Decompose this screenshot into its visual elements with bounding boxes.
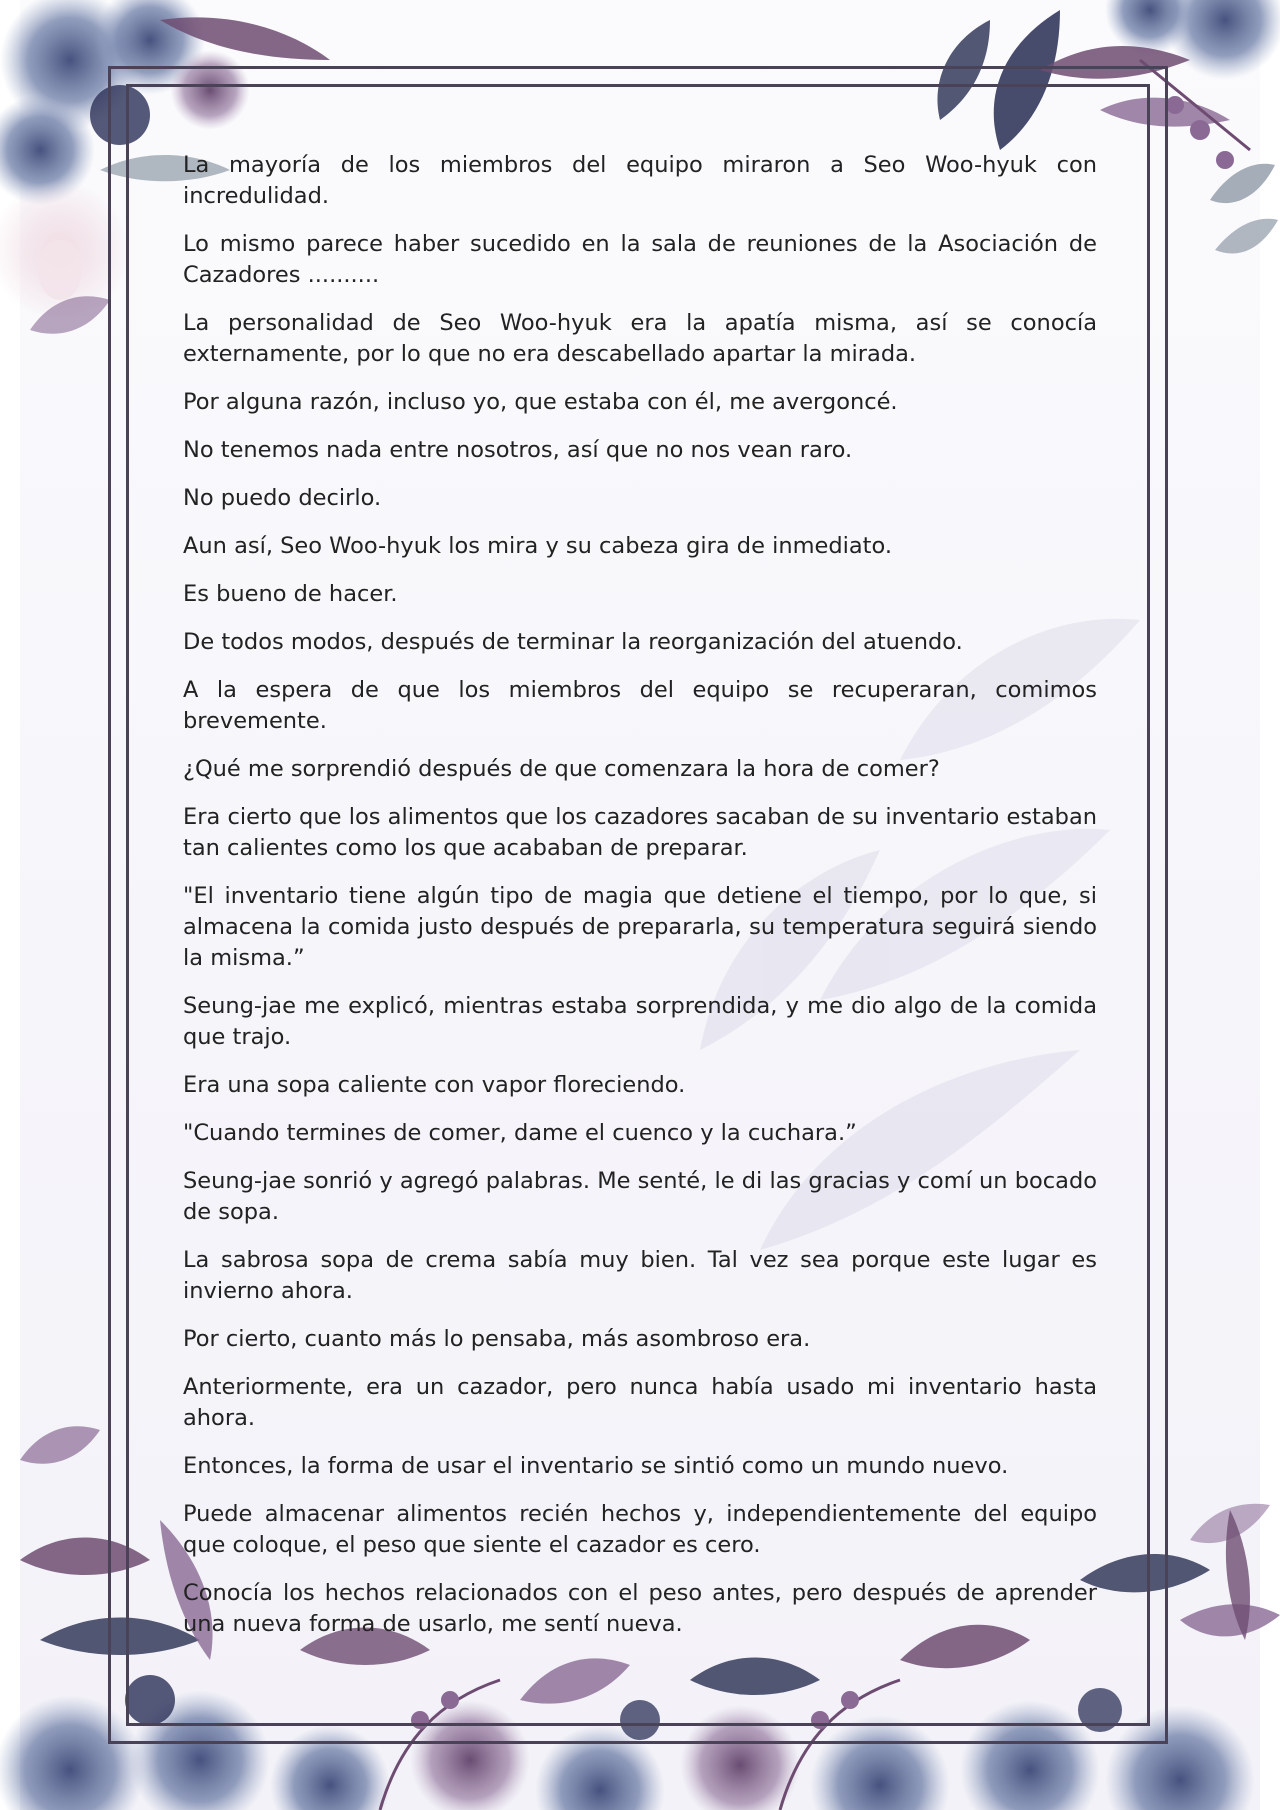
paragraph: Anteriormente, era un cazador, pero nunca había usado mi inventario hasta ahora. — [183, 1374, 1097, 1431]
paragraph: A la espera de que los miembros del equipo se recuperaran, comimos brevemente. — [183, 677, 1097, 734]
paragraph: La sabrosa sopa de crema sabía muy bien. Tal vez sea porque este lugar es invierno ahora. — [183, 1247, 1097, 1304]
paragraph: De todos modos, después de terminar la reorganización del atuendo. — [183, 629, 963, 655]
paragraph: No tenemos nada entre nosotros, así que no nos vean raro. — [183, 437, 853, 463]
paragraph: Por cierto, cuanto más lo pensaba, más asombroso era. — [183, 1326, 811, 1352]
paragraph: ¿Qué me sorprendió después de que comenzara la hora de comer? — [183, 756, 940, 782]
paragraph: Seung-jae sonrió y agregó palabras. Me senté, le di las gracias y comí un bocado de sopa. — [183, 1168, 1097, 1225]
paragraph: La mayoría de los miembros del equipo miraron a Seo Woo-hyuk con incredulidad. — [183, 152, 1097, 209]
paragraph: Lo mismo parece haber sucedido en la sala de reuniones de la Asociación de Cazadores .......... — [183, 231, 1097, 288]
paragraph: Conocía los hechos relacionados con el peso antes, pero después de aprender una nueva forma de usarlo, me sentí nueva. — [183, 1580, 1097, 1637]
paragraph: Por alguna razón, incluso yo, que estaba con él, me avergoncé. — [183, 389, 898, 415]
paragraph: "El inventario tiene algún tipo de magia que detiene el tiempo, por lo que, si almacena la comida justo después de prepararla, su temperatura seguirá siendo la misma.” — [183, 883, 1097, 971]
paragraph: Puede almacenar alimentos recién hechos y, independientemente del equipo que coloque, el peso que siente el cazador es cero. — [183, 1501, 1097, 1558]
paragraph: "Cuando termines de comer, dame el cuenco y la cuchara.” — [183, 1120, 857, 1146]
text-body — [183, 150, 1097, 1657]
paragraph: Seung-jae me explicó, mientras estaba sorprendida, y me dio algo de la comida que trajo. — [183, 993, 1097, 1050]
paragraph: Aun así, Seo Woo-hyuk los mira y su cabeza gira de inmediato. — [183, 533, 893, 559]
paragraph: Era cierto que los alimentos que los cazadores sacaban de su inventario estaban tan calientes como los que acababan de preparar. — [183, 804, 1097, 861]
paragraph: Era una sopa caliente con vapor floreciendo. — [183, 1072, 686, 1098]
paragraph: Entonces, la forma de usar el inventario se sintió como un mundo nuevo. — [183, 1453, 1009, 1479]
paragraph: Es bueno de hacer. — [183, 581, 398, 607]
paragraph: No puedo decirlo. — [183, 485, 382, 511]
paragraph: La personalidad de Seo Woo-hyuk era la apatía misma, así se conocía externamente, por lo que no era descabellado apartar la mirada. — [183, 310, 1097, 367]
